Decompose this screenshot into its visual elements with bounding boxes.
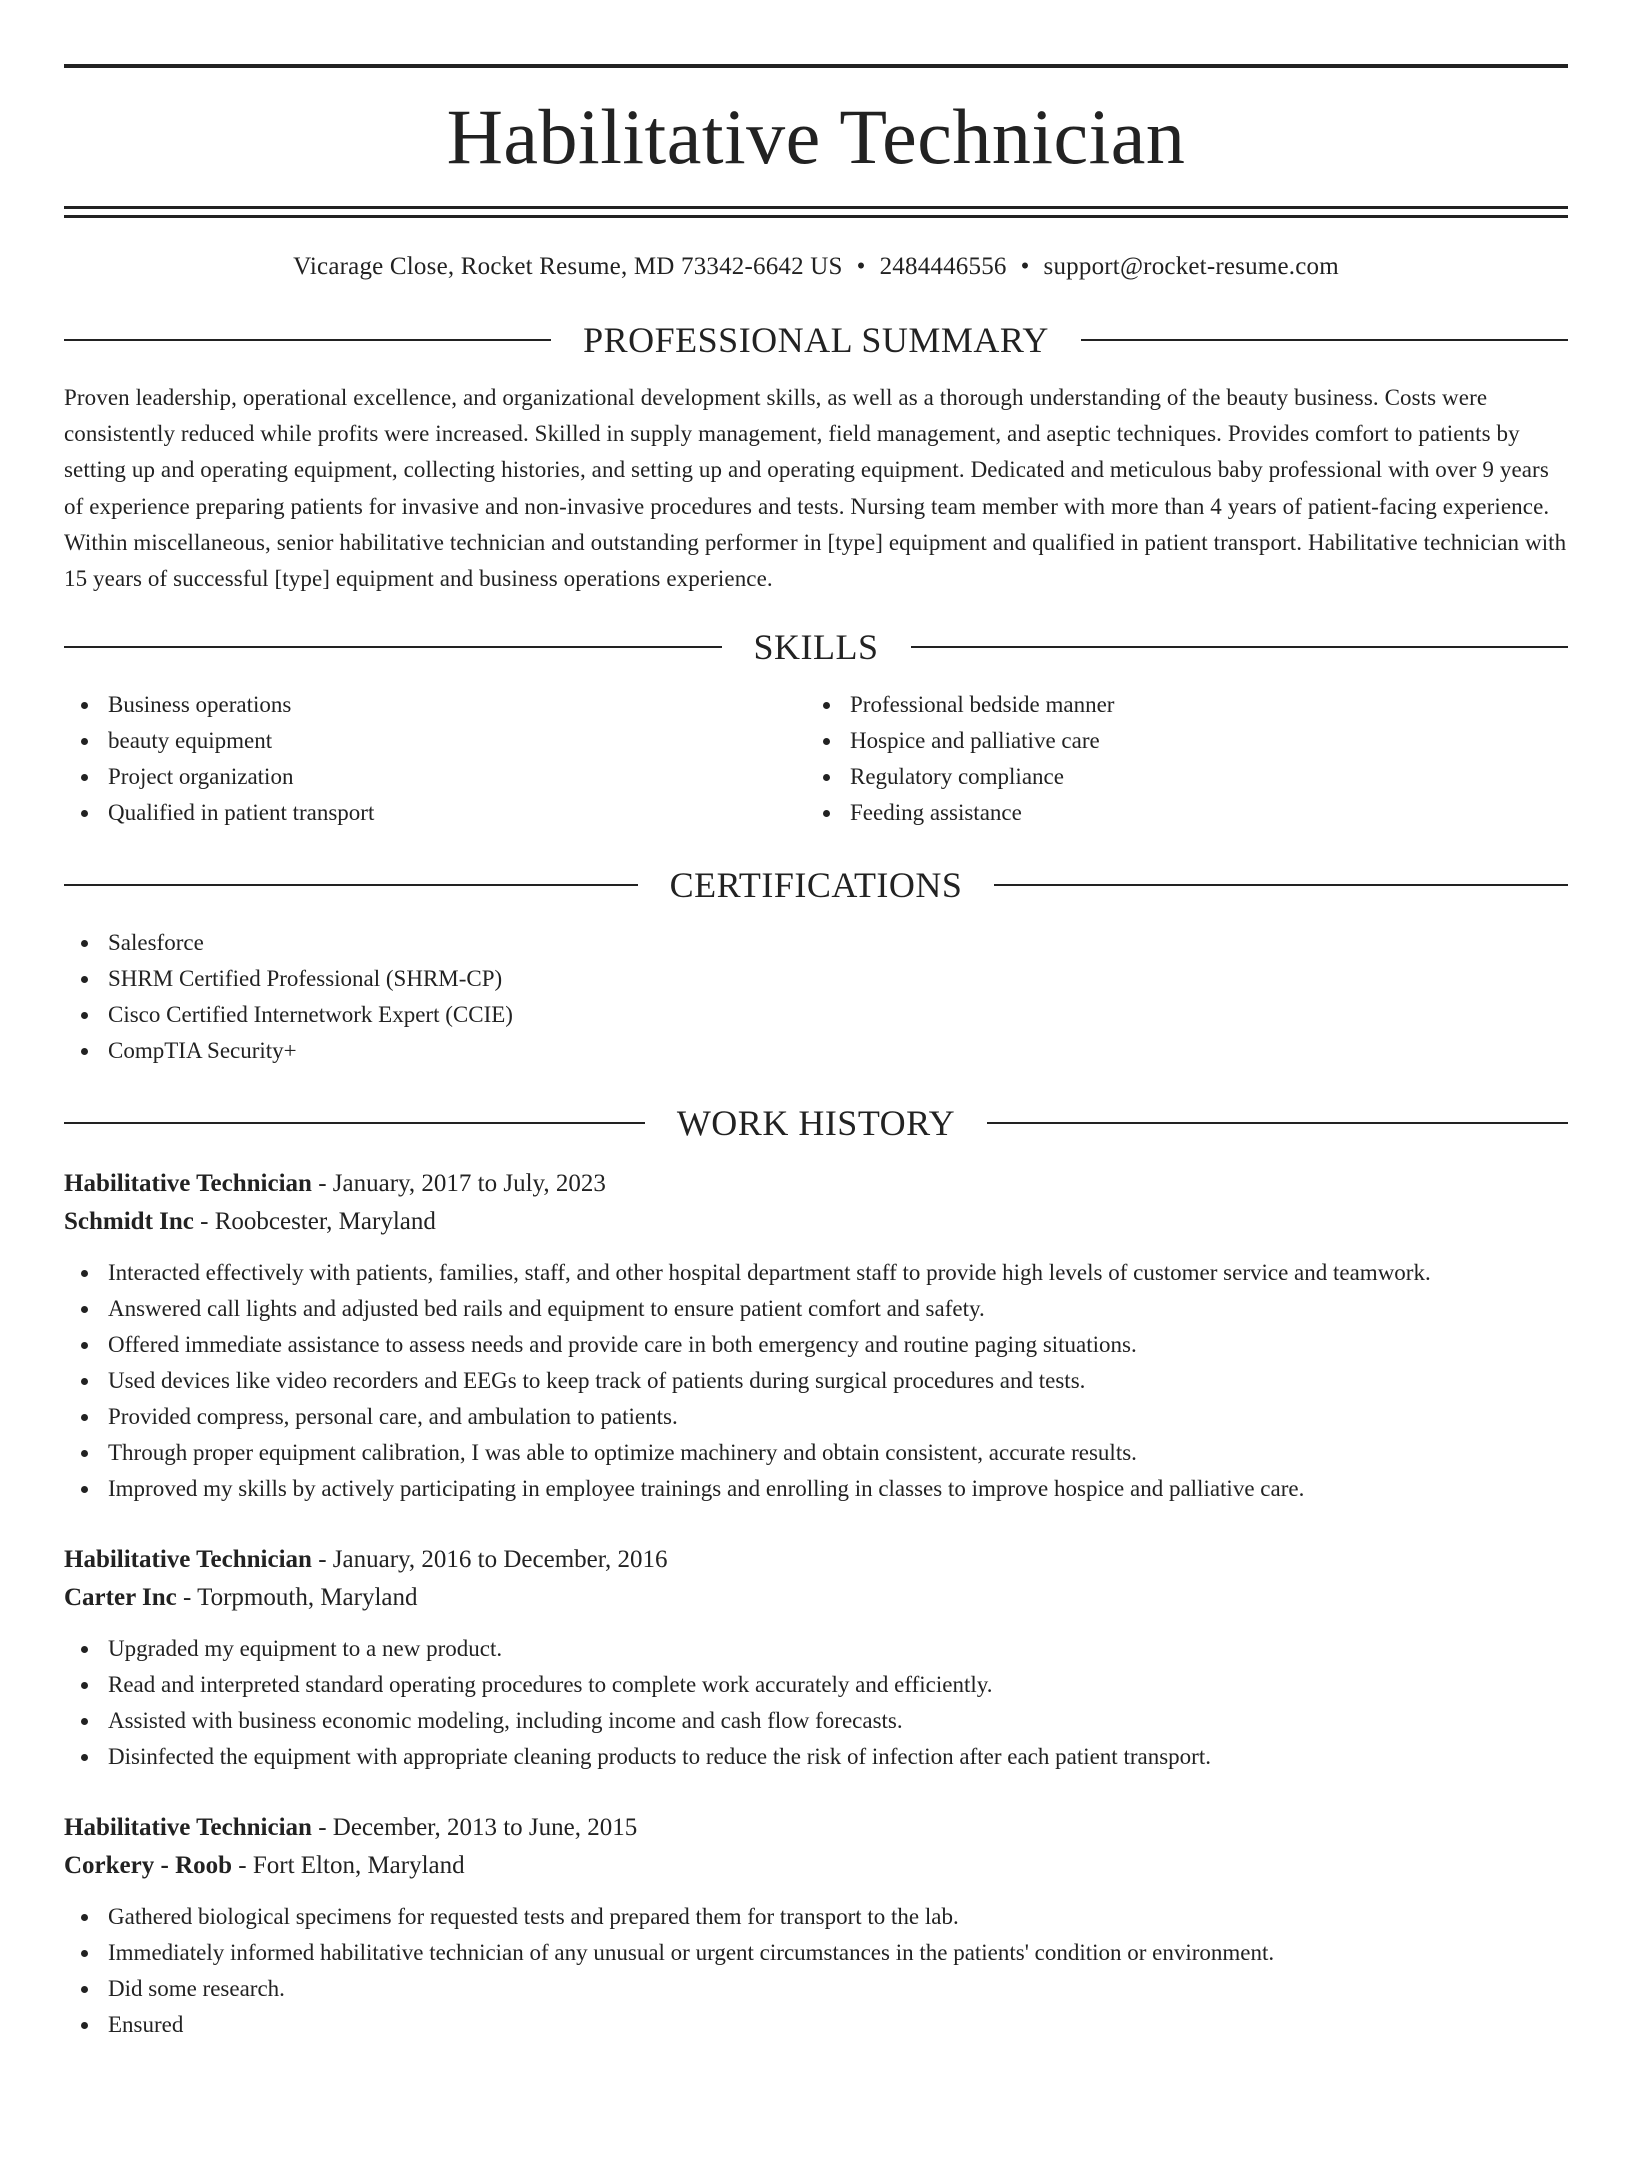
job-title-line	[64, 1541, 1568, 1579]
job-bullet: Did some research.	[64, 1971, 1568, 2007]
job-bullet: Provided compress, personal care, and ambulation to patients.	[64, 1399, 1568, 1435]
contact-email: support@rocket-resume.com	[1043, 253, 1339, 280]
skill-item: Qualified in patient transport	[64, 795, 806, 831]
candidate-name: Habilitative Technician	[446, 93, 1186, 180]
heading-rule-left	[64, 1122, 645, 1124]
skill-item: Project organization	[64, 759, 806, 795]
skill-item: Business operations	[64, 687, 806, 723]
job-bullet: Answered call lights and adjusted bed rails and equipment to ensure patient comfort and safety.	[64, 1291, 1568, 1327]
section-title-summary: PROFESSIONAL SUMMARY	[583, 320, 1049, 360]
job-company: Carter Inc	[64, 1584, 177, 1612]
job-bullets	[64, 1255, 1568, 1507]
heading-rule-right	[994, 884, 1568, 886]
skill-item: Regulatory compliance	[806, 759, 1548, 795]
section-title-work-history: WORK HISTORY	[676, 1103, 956, 1144]
job-role: Habilitative Technician	[64, 1814, 312, 1842]
job-location: - Torpmouth, Maryland	[176, 1584, 418, 1612]
job-bullet: Gathered biological specimens for requested tests and prepared them for transport to the lab.	[64, 1899, 1568, 1935]
job-bullet: Interacted effectively with patients, families, staff, and other hospital department staff to provide high levels of customer service and teamwork.	[64, 1255, 1568, 1291]
job-bullet: Used devices like video recorders and EEGs to keep track of patients during surgical procedures and tests.	[64, 1363, 1568, 1399]
contact-address: Vicarage Close, Rocket Resume, MD 73342-6642 US	[293, 253, 843, 280]
contact-phone: 2484446556	[879, 253, 1007, 280]
section-heading-work-history	[64, 1103, 1568, 1143]
job-company: Schmidt Inc	[64, 1208, 194, 1236]
job-location: - Fort Elton, Maryland	[232, 1852, 465, 1880]
job-bullet: Read and interpreted standard operating procedures to complete work accurately and efficiently.	[64, 1667, 1568, 1703]
section-heading-skills	[64, 627, 1568, 667]
job-bullet: Upgraded my equipment to a new product.	[64, 1631, 1568, 1667]
job-company-line	[64, 1847, 1568, 1885]
section-title-skills: SKILLS	[753, 627, 879, 668]
job-entry	[64, 1541, 1568, 1775]
job-entry	[64, 1165, 1568, 1507]
heading-rule-left	[64, 339, 551, 341]
certifications-list	[64, 925, 1568, 1069]
heading-rule-left	[64, 646, 722, 648]
heading-rule-left	[64, 884, 638, 886]
contact-line	[64, 252, 1568, 282]
skills-column-left	[64, 687, 806, 831]
job-company-line	[64, 1579, 1568, 1617]
skill-item: Professional bedside manner	[806, 687, 1548, 723]
job-role: Habilitative Technician	[64, 1546, 312, 1574]
section-heading-summary	[64, 320, 1568, 360]
job-bullet: Offered immediate assistance to assess needs and provide care in both emergency and routine paging situations.	[64, 1327, 1568, 1363]
top-rule	[64, 64, 1568, 68]
job-company: Corkery - Roob	[64, 1852, 233, 1880]
job-title-line	[64, 1809, 1568, 1847]
skills-grid	[64, 687, 1568, 831]
job-location: - Roobcester, Maryland	[193, 1208, 436, 1236]
job-bullets	[64, 1899, 1568, 2043]
job-role: Habilitative Technician	[64, 1170, 312, 1198]
resume-page	[0, 64, 1632, 2176]
heading-rule-right	[987, 1122, 1568, 1124]
section-title-certifications: CERTIFICATIONS	[669, 865, 963, 906]
job-bullet: Disinfected the equipment with appropriate cleaning products to reduce the risk of infection after each patient transport.	[64, 1739, 1568, 1775]
certification-item: SHRM Certified Professional (SHRM-CP)	[64, 961, 1568, 997]
job-bullet: Ensured	[64, 2007, 1568, 2043]
job-bullet: Through proper equipment calibration, I was able to optimize machinery and obtain consistent, accurate results.	[64, 1435, 1568, 1471]
header-double-rule	[64, 206, 1568, 218]
job-bullets	[64, 1631, 1568, 1775]
contact-separator: •	[1020, 253, 1030, 280]
summary-text: Proven leadership, operational excellence, and organizational development skills, as well as a thorough understanding of the beauty business. Costs were consistently reduced while profits were increased. Skilled in supply management, field management, and aseptic techniques. Provides comfort to patients by setting up and operating equipment, collecting histories, and setting up and operating equipment. Dedicated and meticulous baby professional with over 9 years of experience preparing patients for invasive and non-invasive procedures and tests. Nursing team member with more than 4 years of patient-facing experience. Within miscellaneous, senior habilitative technician and outstanding performer in [type] equipment and qualified in patient transport. Habilitative technician with 15 years of successful [type] equipment and business operations experience.	[64, 385, 1567, 592]
job-entry	[64, 1809, 1568, 2043]
job-dates: - January, 2016 to December, 2016	[311, 1546, 668, 1574]
skill-item: beauty equipment	[64, 723, 806, 759]
skill-item: Feeding assistance	[806, 795, 1548, 831]
contact-separator: •	[856, 253, 866, 280]
job-bullet: Immediately informed habilitative technician of any unusual or urgent circumstances in the patients' condition or environment.	[64, 1935, 1568, 1971]
job-dates: - December, 2013 to June, 2015	[311, 1814, 638, 1842]
job-bullet: Improved my skills by actively participating in employee trainings and enrolling in classes to improve hospice and palliative care.	[64, 1471, 1568, 1507]
section-heading-certifications	[64, 865, 1568, 905]
skills-column-right	[806, 687, 1548, 831]
certification-item: Salesforce	[64, 925, 1568, 961]
heading-rule-right	[911, 646, 1569, 648]
job-bullet: Assisted with business economic modeling, including income and cash flow forecasts.	[64, 1703, 1568, 1739]
job-title-line	[64, 1165, 1568, 1203]
job-company-line	[64, 1203, 1568, 1241]
certification-item: CompTIA Security+	[64, 1033, 1568, 1069]
skill-item: Hospice and palliative care	[806, 723, 1548, 759]
heading-rule-right	[1081, 339, 1568, 341]
job-dates: - January, 2017 to July, 2023	[311, 1170, 606, 1198]
certification-item: Cisco Certified Internetwork Expert (CCIE)	[64, 997, 1568, 1033]
